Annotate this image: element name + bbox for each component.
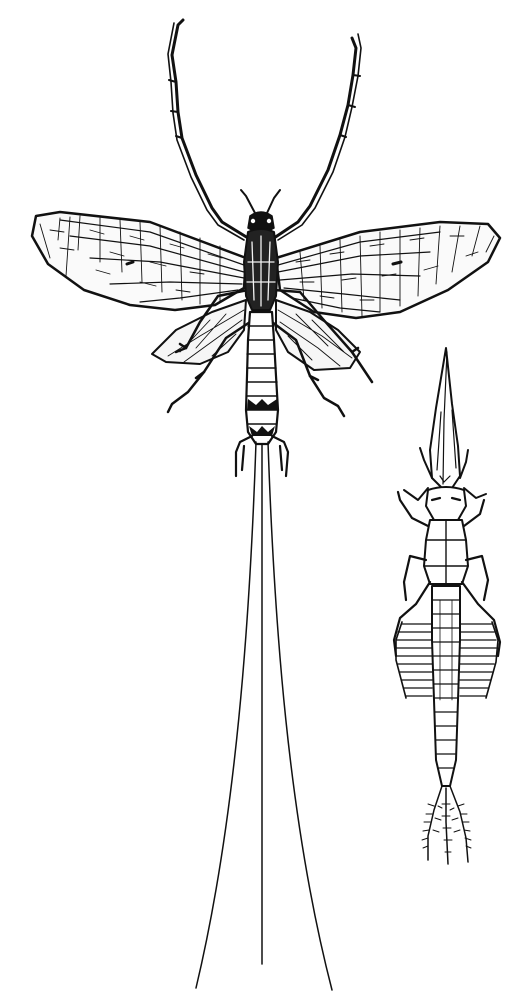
- adult-right-foreleg: [274, 34, 361, 240]
- nymph-anterior-spike: [430, 348, 460, 488]
- mayfly-nymph: [394, 348, 500, 864]
- nymph-abdomen: [432, 586, 460, 786]
- adult-antennae: [241, 190, 280, 213]
- adult-eye-left: [251, 219, 255, 223]
- nymph-thorax: [424, 520, 468, 584]
- adult-cerci: [196, 442, 332, 990]
- adult-abdomen: [246, 312, 278, 444]
- adult-thorax: [244, 229, 278, 310]
- nymph-head: [426, 487, 466, 520]
- adult-left-foreleg: [168, 20, 248, 240]
- nymph-tail-filaments: [422, 786, 471, 864]
- adult-eye-right: [267, 219, 271, 223]
- adult-left-forewing: [32, 212, 246, 310]
